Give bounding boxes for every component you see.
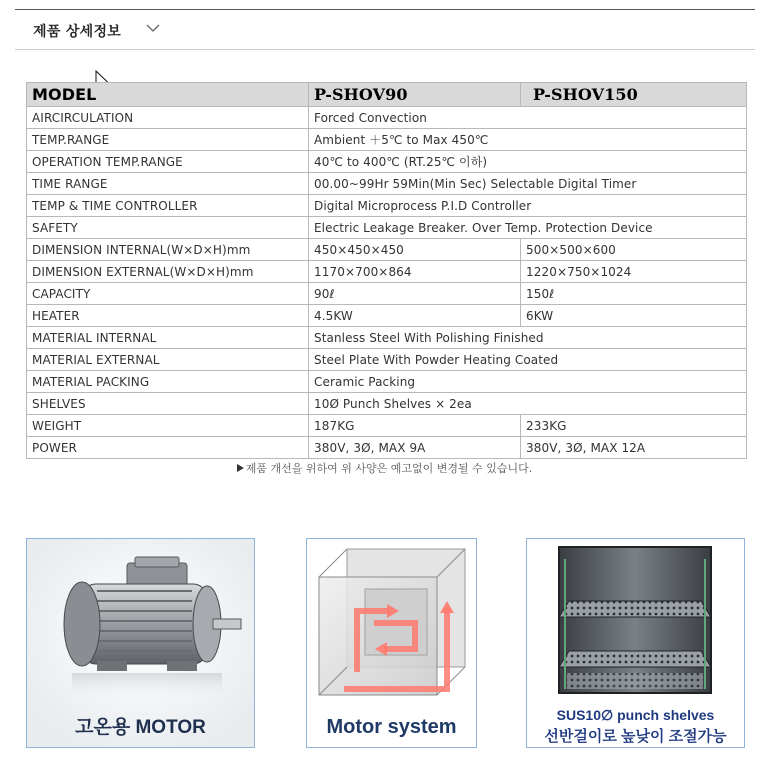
row-value: 40℃ to 400℃ (RT.25℃ 이하)	[309, 151, 747, 173]
row-value-b: 380V, 3Ø, MAX 12A	[521, 437, 747, 459]
row-label: WEIGHT	[27, 415, 309, 437]
row-label: HEATER	[27, 305, 309, 327]
header-model-a: P-SHOV90	[309, 83, 521, 107]
row-label: DIMENSION INTERNAL(W×D×H)mm	[27, 239, 309, 261]
table-row	[27, 305, 747, 327]
section-title: 제품 상세정보	[33, 24, 122, 40]
row-value-a: 1170×700×864	[309, 261, 521, 283]
row-value-b: 150ℓ	[521, 283, 747, 305]
row-value-b: 233KG	[521, 415, 747, 437]
chevron-down-icon[interactable]	[146, 23, 160, 33]
row-value-b: 1220×750×1024	[521, 261, 747, 283]
row-value: 10Ø Punch Shelves × 2ea	[309, 393, 747, 415]
row-label: TIME RANGE	[27, 173, 309, 195]
row-value-a: 380V, 3Ø, MAX 9A	[309, 437, 521, 459]
table-row	[27, 217, 747, 239]
row-value-b: 500×500×600	[521, 239, 747, 261]
row-label: SAFETY	[27, 217, 309, 239]
row-value: Ceramic Packing	[309, 371, 747, 393]
shelves-caption-line2: 선반걸이로 높낮이 조절가능	[544, 728, 727, 745]
section-header[interactable]	[15, 9, 755, 50]
row-label: MATERIAL INTERNAL	[27, 327, 309, 349]
header-model-b: P-SHOV150	[521, 83, 747, 107]
table-row	[27, 107, 747, 129]
row-label: CAPACITY	[27, 283, 309, 305]
motor-system-card	[306, 538, 477, 748]
row-value: 00.00~99Hr 59Min(Min Sec) Selectable Digital Timer	[309, 173, 747, 195]
row-value-a: 4.5KW	[309, 305, 521, 327]
row-label: POWER	[27, 437, 309, 459]
row-label: SHELVES	[27, 393, 309, 415]
table-row	[27, 393, 747, 415]
motor-caption: 고온용 MOTOR	[75, 717, 206, 738]
table-row	[27, 173, 747, 195]
table-row	[27, 415, 747, 437]
row-label: MATERIAL PACKING	[27, 371, 309, 393]
motor-card	[26, 538, 255, 748]
row-value-a: 90ℓ	[309, 283, 521, 305]
table-header-row	[27, 83, 747, 107]
row-value: Electric Leakage Breaker. Over Temp. Protection Device	[309, 217, 747, 239]
row-value-a: 450×450×450	[309, 239, 521, 261]
row-value: Steel Plate With Powder Heating Coated	[309, 349, 747, 371]
table-row	[27, 261, 747, 283]
shelves-caption-line1: SUS10∅ punch shelves	[556, 707, 715, 723]
row-value: Forced Convection	[309, 107, 747, 129]
motor-system-caption: Motor system	[326, 716, 457, 738]
table-row	[27, 437, 747, 459]
table-row	[27, 239, 747, 261]
table-row	[27, 327, 747, 349]
spec-note	[0, 460, 769, 476]
row-value: Stanless Steel With Polishing Finished	[309, 327, 747, 349]
row-label: DIMENSION EXTERNAL(W×D×H)mm	[27, 261, 309, 283]
table-row	[27, 349, 747, 371]
row-value: Ambient ＋5℃ to Max 450℃	[309, 129, 747, 151]
triangle-right-icon	[237, 464, 244, 472]
table-row	[27, 129, 747, 151]
row-label: OPERATION TEMP.RANGE	[27, 151, 309, 173]
header-model-label: MODEL	[27, 83, 309, 107]
row-value: Digital Microprocess P.I.D Controller	[309, 195, 747, 217]
row-label: TEMP.RANGE	[27, 129, 309, 151]
spec-table	[26, 82, 747, 459]
row-label: AIRCIRCULATION	[27, 107, 309, 129]
table-row	[27, 371, 747, 393]
row-label: TEMP & TIME CONTROLLER	[27, 195, 309, 217]
row-value-b: 6KW	[521, 305, 747, 327]
row-value-a: 187KG	[309, 415, 521, 437]
shelves-card	[526, 538, 745, 748]
row-label: MATERIAL EXTERNAL	[27, 349, 309, 371]
table-row	[27, 283, 747, 305]
note-text: 제품 개선을 위하여 위 사양은 예고없이 변경될 수 있습니다.	[245, 462, 533, 475]
table-row	[27, 151, 747, 173]
table-row	[27, 195, 747, 217]
